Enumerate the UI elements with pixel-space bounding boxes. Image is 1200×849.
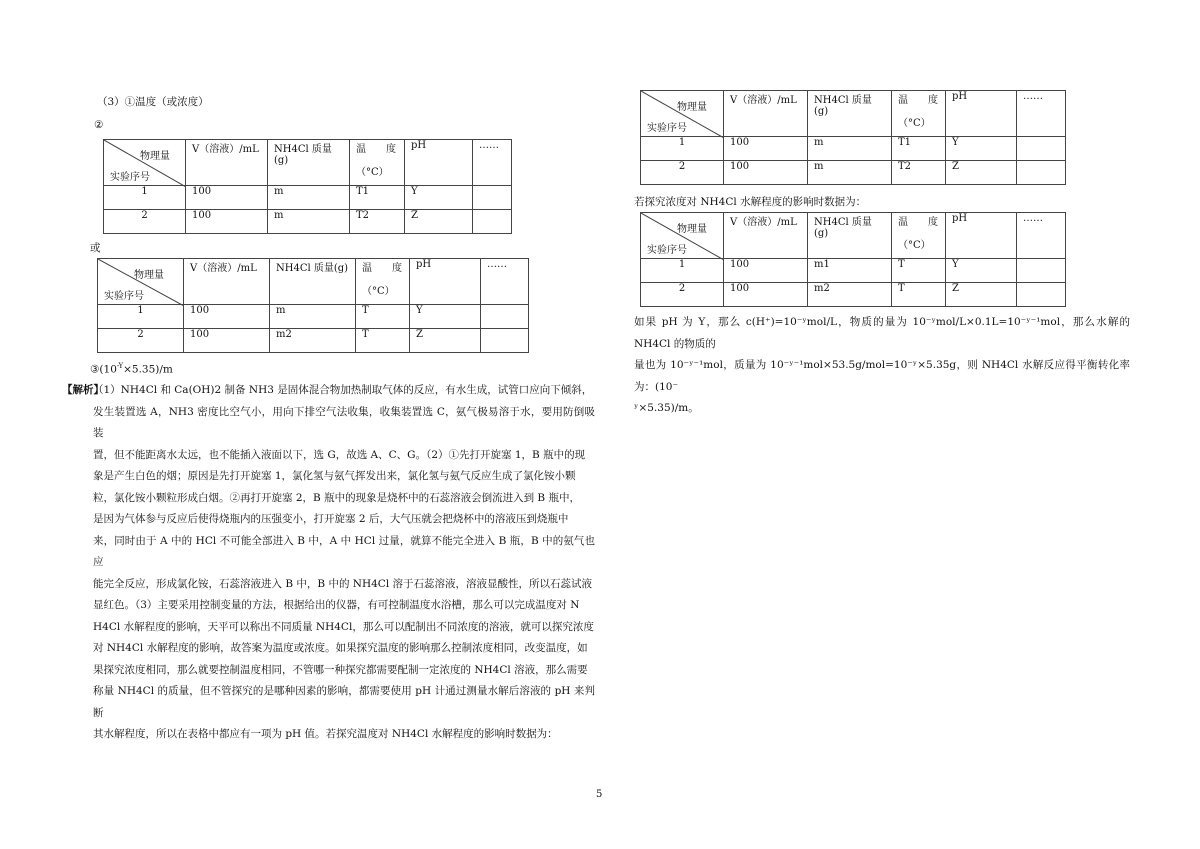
header-serial: 实验序号 <box>647 123 687 134</box>
cell: T2 <box>350 210 405 234</box>
cell: m2 <box>808 283 892 307</box>
text-line: 称量 NH4Cl 的质量，但不管探究的是哪种因素的影响，都需要使用 pH 计通过测量水解后溶液的 pH 来判断 <box>93 685 595 719</box>
temp-unit: （°C） <box>356 167 389 178</box>
cell <box>1017 161 1066 185</box>
cell <box>473 186 512 210</box>
cell <box>481 305 529 329</box>
cell: T <box>892 259 946 283</box>
col-ph: pH <box>410 259 481 305</box>
or-text: 或 <box>90 242 101 254</box>
col-temperature <box>892 91 946 137</box>
text-line: 是因为气体参与反应后使得烧瓶内的压强变小，打开旋塞 2 后，大气压就会把烧杯中的溶液压到烧瓶中 <box>93 513 569 525</box>
table-row <box>641 259 1066 283</box>
col-more: …… <box>1017 91 1066 137</box>
cell: T <box>892 283 946 307</box>
cell: 100 <box>724 259 808 283</box>
analysis-label: 【解析】 <box>62 384 104 396</box>
diagonal-header-cell <box>98 259 184 305</box>
col-ph: pH <box>946 91 1017 137</box>
table-row <box>641 161 1066 185</box>
text-line: 来，同时由于 A 中的 HCl 不可能全部进入 B 中，A 中 HCl 过量，就算不能完全进入 B 瓶，B 中的氨气也应 <box>93 534 595 568</box>
cell: 100 <box>724 137 808 161</box>
text-line: 如果 pH 为 Y，那么 c(H⁺)=10⁻ʸmol/L，物质的量为 10⁻ʸmol/L×0.1L=10⁻ʸ⁻¹mol，那么水解的 NH4Cl 的物质的 <box>634 316 1130 350</box>
cell: Z <box>946 283 1017 307</box>
table-concentration-d <box>640 212 1066 307</box>
col-mass: NH4Cl 质量(g) <box>268 140 350 186</box>
circle-3-rest: ×5.35)/m <box>123 363 173 376</box>
cell: 100 <box>186 186 268 210</box>
cell: 1 <box>104 186 186 210</box>
cell: m <box>268 186 350 210</box>
text-line: 果探究浓度相同，那么就要控制温度相同，不管哪一种探究都需要配制一定浓度的 NH4Cl 溶液，那么需要 <box>93 663 588 676</box>
table-row <box>641 137 1066 161</box>
col-temperature <box>892 213 946 259</box>
table-row <box>641 283 1066 307</box>
col-ph: pH <box>405 140 473 186</box>
cell: 100 <box>724 161 808 185</box>
col-more: …… <box>1017 213 1066 259</box>
diagonal-header-cell <box>641 91 724 137</box>
cell: T <box>356 305 410 329</box>
conclusion-paragraph <box>634 312 1130 420</box>
cell: 1 <box>98 305 184 329</box>
col-volume: V（溶液）/mL <box>724 213 808 259</box>
circle-3-text: ③(10 <box>90 363 117 376</box>
cell: Y <box>410 305 481 329</box>
q3-answer-line: （3）①温度（或浓度） <box>97 96 209 108</box>
header-serial: 实验序号 <box>647 245 687 256</box>
text-line: 量也为 10⁻ʸ⁻¹mol，质量为 10⁻ʸ⁻¹mol×53.5g/mol=10⁻ʸ×5.35g，则 NH4Cl 水解反应得平衡转化率为：(10⁻ <box>634 359 1130 393</box>
temp-label: 温 度 <box>362 263 402 274</box>
cell: 100 <box>184 329 270 353</box>
temp-label: 温 度 <box>356 144 396 155</box>
cell: Z <box>946 161 1017 185</box>
table-row <box>98 305 529 329</box>
cell: m <box>808 137 892 161</box>
concentration-intro: 若探究浓度对 NH4Cl 水解程度的影响时数据为： <box>634 196 867 208</box>
diagonal-header-cell <box>641 213 724 259</box>
temp-unit: （°C） <box>898 240 931 251</box>
text-line: 对 NH4Cl 水解程度的影响，故答案为温度或浓度。如果探究温度的影响那么控制浓度相同，改变温度，如 <box>93 642 588 654</box>
cell: Y <box>946 137 1017 161</box>
table-concentration-b <box>97 258 529 353</box>
cell: T <box>356 329 410 353</box>
temp-unit: （°C） <box>362 286 395 297</box>
col-mass: NH4Cl 质量(g) <box>270 259 356 305</box>
col-volume: V（溶液）/mL <box>186 140 268 186</box>
cell <box>481 329 529 353</box>
header-serial: 实验序号 <box>104 291 144 302</box>
table-row <box>104 210 512 234</box>
cell: T1 <box>350 186 405 210</box>
header-quantity: 物理量 <box>677 224 707 235</box>
text-line: H4Cl 水解程度的影响，天平可以称出不同质量 NH4Cl，那么可以配制出不同浓度的溶液，就可以探究浓度 <box>93 620 594 633</box>
header-serial: 实验序号 <box>110 172 150 183</box>
col-temperature <box>350 140 405 186</box>
cell: T2 <box>892 161 946 185</box>
header-quantity: 物理量 <box>140 151 170 162</box>
cell: 2 <box>98 329 184 353</box>
cell <box>1017 137 1066 161</box>
col-more: …… <box>473 140 512 186</box>
col-more: …… <box>481 259 529 305</box>
table-temperature-a <box>103 139 512 234</box>
cell: 1 <box>641 137 724 161</box>
cell: 2 <box>104 210 186 234</box>
temp-label: 温 度 <box>898 95 938 106</box>
temp-label: 温 度 <box>898 217 938 228</box>
cell: Y <box>946 259 1017 283</box>
cell: m <box>808 161 892 185</box>
cell: 1 <box>641 259 724 283</box>
text-line: 显红色。（3）主要采用控制变量的方法，根据给出的仪器，有可控制温度水浴槽，那么可以完成温度对 N <box>93 599 580 611</box>
text-line: 其水解程度，所以在表格中都应有一项为 pH 值。若探究温度对 NH4Cl 水解程度的影响时数据为： <box>93 728 558 740</box>
temp-unit: （°C） <box>898 118 931 129</box>
cell: m2 <box>270 329 356 353</box>
header-quantity: 物理量 <box>134 270 164 281</box>
text-line: （1）NH4Cl 和 Ca(OH)2 制备 NH3 是固体混合物加热制取气体的反应，有水生成，试管口应向下倾斜， <box>93 384 593 396</box>
cell: 2 <box>641 283 724 307</box>
col-volume: V（溶液）/mL <box>724 91 808 137</box>
table-row <box>98 329 529 353</box>
cell: Z <box>405 210 473 234</box>
circle-3-answer <box>90 362 173 376</box>
col-mass: NH4Cl 质量(g) <box>808 91 892 137</box>
circle-2-marker: ② <box>94 119 104 131</box>
cell: 100 <box>186 210 268 234</box>
cell: 100 <box>184 305 270 329</box>
cell: Z <box>410 329 481 353</box>
text-line: ʸ×5.35)/m。 <box>634 402 699 414</box>
analysis-paragraph <box>93 380 595 746</box>
cell <box>1017 259 1066 283</box>
col-mass: NH4Cl 质量(g) <box>808 213 892 259</box>
cell: m <box>270 305 356 329</box>
cell: 2 <box>641 161 724 185</box>
text-line: 置，但不能距离水太远，也不能插入液面以下，选 G，故选 A、C、G。（2）①先打开旋塞 1，B 瓶中的现 <box>93 448 586 461</box>
cell: 100 <box>724 283 808 307</box>
diagonal-header-cell <box>104 140 186 186</box>
cell: m1 <box>808 259 892 283</box>
cell <box>1017 283 1066 307</box>
cell <box>473 210 512 234</box>
table-temperature-c <box>640 90 1066 185</box>
header-quantity: 物理量 <box>677 102 707 113</box>
text-line: 发生装置选 A，NH3 密度比空气小，用向下排空气法收集，收集装置选 C，氨气极易溶于水，要用防倒吸装 <box>93 405 595 439</box>
cell: Y <box>405 186 473 210</box>
cell: T1 <box>892 137 946 161</box>
col-volume: V（溶液）/mL <box>184 259 270 305</box>
circle-3-sup: -Y <box>116 362 124 370</box>
col-ph: pH <box>946 213 1017 259</box>
table-row <box>104 186 512 210</box>
page-number: 5 <box>596 789 603 800</box>
text-line: 象是产生白色的烟；原因是先打开旋塞 1，氯化氢与氨气挥发出来，氯化氢与氨气反应生成了氯化铵小颗 <box>93 470 576 482</box>
text-line: 粒，氯化铵小颗粒形成白烟。②再打开旋塞 2，B 瓶中的现象是烧杯中的石蕊溶液会倒流进入到 B 瓶中， <box>93 491 580 504</box>
text-line: 能完全反应，形成氯化铵，石蕊溶液进入 B 中，B 中的 NH4Cl 溶于石蕊溶液，溶液显酸性，所以石蕊试液 <box>93 577 593 590</box>
cell: m <box>268 210 350 234</box>
col-temperature <box>356 259 410 305</box>
